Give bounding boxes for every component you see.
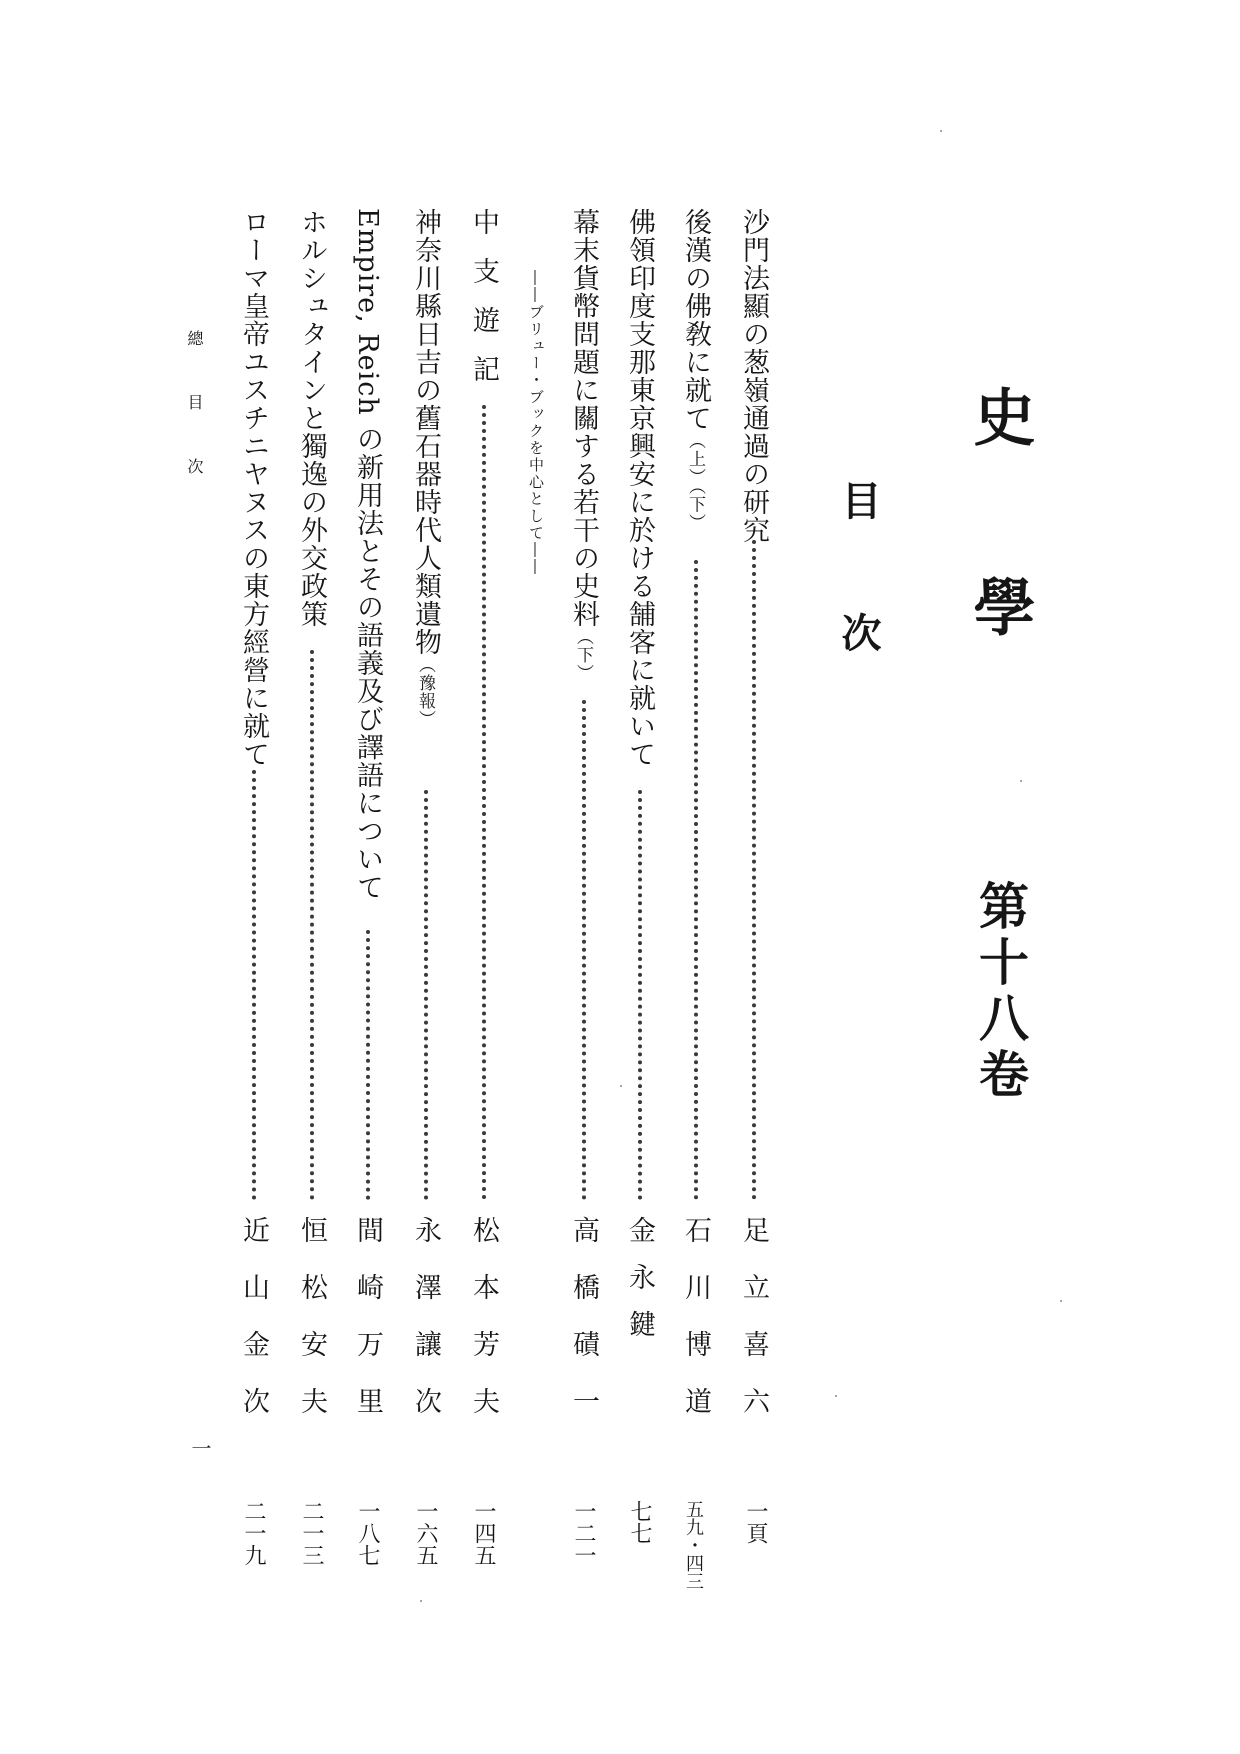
leader-dots xyxy=(310,650,314,1200)
contents-heading: 目次 xyxy=(835,480,882,744)
entry-author: 松本芳夫 xyxy=(468,1216,499,1444)
entry-page: 一八七 xyxy=(355,1500,380,1566)
entry-author: 高橋磧一 xyxy=(568,1216,599,1444)
entry-title xyxy=(740,208,767,544)
entry-title-text: ローマ皇帝ユスチニヤヌスの東方經營に就て xyxy=(238,208,269,768)
entry-title-text: 中支遊記 xyxy=(468,208,499,404)
entry-page: 二一三 xyxy=(299,1500,324,1566)
scan-speck xyxy=(1060,1300,1062,1302)
entry-title-text: ホルシュタインと獨逸の外交政策 xyxy=(296,208,327,628)
entry-author: 石川博道 xyxy=(680,1216,711,1444)
leader-dots xyxy=(752,540,756,1200)
entry-page: 一四五 xyxy=(471,1500,496,1566)
entry-title-text: 後漢の佛敎に就て xyxy=(680,208,711,432)
leader-dots xyxy=(582,700,586,1200)
entry-title xyxy=(240,208,267,768)
entry-title xyxy=(682,208,709,532)
entry-title-text: 沙門法顯の葱嶺通過の研究 xyxy=(738,208,769,544)
entry-page: 一二一 xyxy=(571,1500,596,1566)
volume-label: 第十八卷 xyxy=(971,880,1030,1104)
leader-dots xyxy=(252,770,256,1200)
entry-title-text: Empire, Reich の新用法とその語義及び譯語について xyxy=(352,208,383,902)
journal-title: 史學 xyxy=(963,385,1036,765)
scan-speck xyxy=(1020,780,1022,782)
entry-subtitle: ――ブリュー・ブックを中心として―― xyxy=(527,270,545,576)
scan-speck xyxy=(620,1085,622,1087)
entry-page: 一六五 xyxy=(413,1500,438,1566)
entry-author: 永澤讓次 xyxy=(410,1216,441,1444)
leader-dots xyxy=(482,405,486,1200)
entry-author: 恒松安夫 xyxy=(296,1216,327,1444)
leader-dots xyxy=(424,790,428,1200)
entry-note: （豫報） xyxy=(415,656,435,728)
entry-title xyxy=(626,208,653,768)
entry-page: 七七 xyxy=(627,1500,652,1544)
entry-title-text: 幕末貨幣問題に關する若干の史料 xyxy=(568,208,599,628)
leader-dots xyxy=(694,560,698,1200)
entry-note: （下） xyxy=(573,628,593,682)
entry-title xyxy=(298,208,325,628)
entry-page: 五九・四三 xyxy=(683,1500,704,1590)
leader-dots xyxy=(638,790,642,1200)
entry-title-text: 神奈川縣日吉の舊石器時代人類遺物 xyxy=(410,208,441,656)
leader-dots xyxy=(366,930,370,1200)
entry-author: 金永鍵 xyxy=(624,1216,655,1357)
footer-page-number: 一 xyxy=(188,1438,212,1458)
entry-title-text: 佛領印度支那東京興安に於ける舗客に就いて xyxy=(624,208,655,768)
scan-speck xyxy=(835,1395,837,1397)
footer-label: 總目次 xyxy=(185,330,204,522)
entry-note: （上）（下） xyxy=(685,432,705,532)
entry-author: 足立喜六 xyxy=(738,1216,769,1444)
entry-title xyxy=(354,208,381,901)
scan-speck xyxy=(940,130,942,132)
entry-author: 間崎万里 xyxy=(352,1216,383,1444)
entry-title xyxy=(570,208,597,682)
entry-author: 近山金次 xyxy=(238,1216,269,1444)
entry-page: 一頁 xyxy=(743,1500,768,1544)
scan-speck xyxy=(420,1600,422,1602)
entry-title xyxy=(412,208,439,728)
entry-title xyxy=(470,208,497,404)
entry-page: 二一九 xyxy=(241,1500,266,1566)
